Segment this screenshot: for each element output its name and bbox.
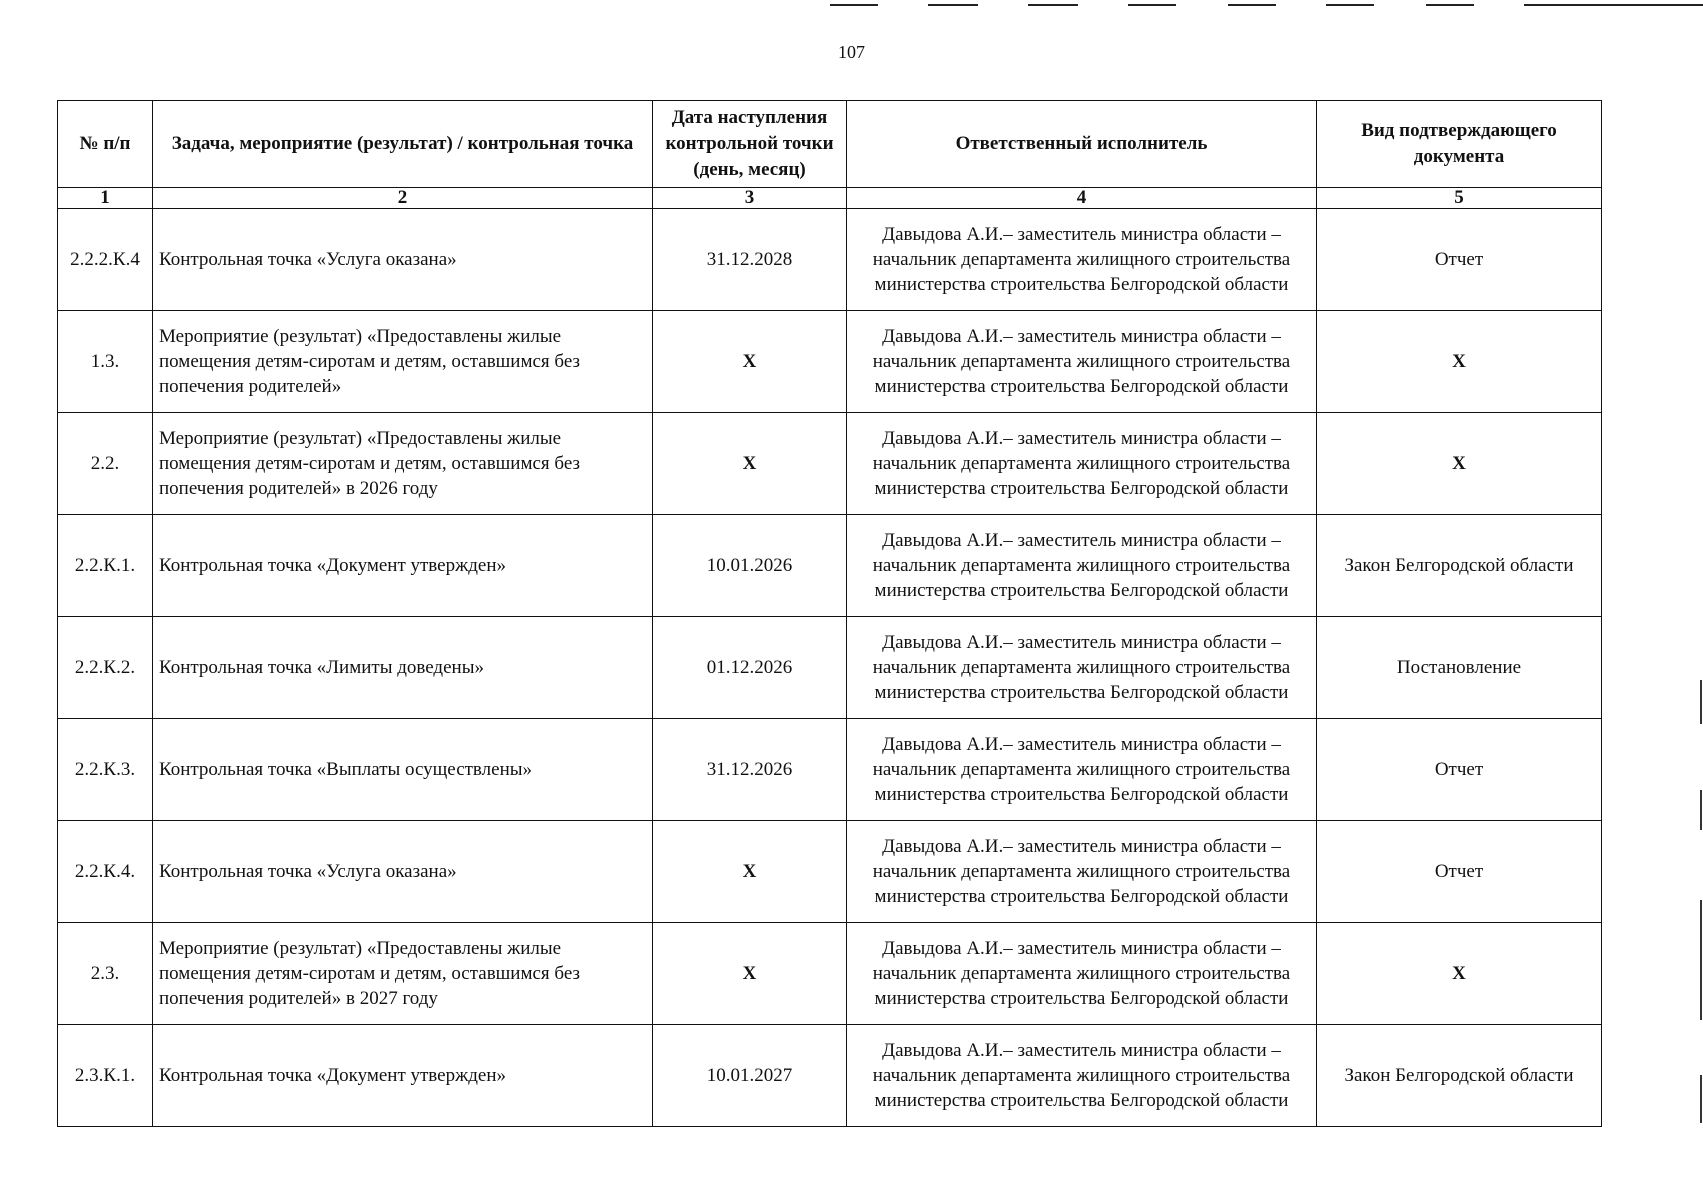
table-row xyxy=(58,311,1602,413)
row-date: X xyxy=(653,923,847,1025)
row-date: X xyxy=(653,821,847,923)
column-number: 4 xyxy=(847,188,1317,209)
row-date: 31.12.2028 xyxy=(653,209,847,311)
row-responsible: Давыдова А.И.– заместитель министра области – начальник департамента жилищного строительства министерства строительства Белгородской области xyxy=(847,821,1317,923)
row-date: X xyxy=(653,413,847,515)
table-row xyxy=(58,209,1602,311)
scan-dash xyxy=(1326,4,1374,6)
row-task: Мероприятие (результат) «Предоставлены жилые помещения детям-сиротам и детям, оставшимся без попечения родителей» в 2026 году xyxy=(153,413,653,515)
row-responsible: Давыдова А.И.– заместитель министра области – начальник департамента жилищного строительства министерства строительства Белгородской области xyxy=(847,413,1317,515)
row-responsible: Давыдова А.И.– заместитель министра области – начальник департамента жилищного строительства министерства строительства Белгородской области xyxy=(847,209,1317,311)
scan-dash xyxy=(1524,4,1703,6)
scan-edge-mark xyxy=(1700,790,1702,830)
row-number: 2.2.К.2. xyxy=(58,617,153,719)
table-row xyxy=(58,515,1602,617)
header-task: Задача, мероприятие (результат) / контрольная точка xyxy=(153,101,653,188)
scan-edge-mark xyxy=(1700,680,1702,724)
row-document: Закон Белгородской области xyxy=(1317,515,1602,617)
table-row xyxy=(58,719,1602,821)
row-number: 2.2.К.1. xyxy=(58,515,153,617)
scan-dash xyxy=(830,4,878,6)
header-document: Вид подтверждающего документа xyxy=(1317,101,1602,188)
row-task: Контрольная точка «Документ утвержден» xyxy=(153,1025,653,1127)
table-header-row xyxy=(58,101,1602,188)
row-date: 10.01.2026 xyxy=(653,515,847,617)
scan-edge-mark xyxy=(1700,900,1702,1020)
row-document: X xyxy=(1317,923,1602,1025)
row-date: 01.12.2026 xyxy=(653,617,847,719)
column-number: 2 xyxy=(153,188,653,209)
row-number: 2.2.К.3. xyxy=(58,719,153,821)
row-task: Контрольная точка «Выплаты осуществлены» xyxy=(153,719,653,821)
row-document: Отчет xyxy=(1317,209,1602,311)
table-row xyxy=(58,1025,1602,1127)
row-task: Контрольная точка «Услуга оказана» xyxy=(153,209,653,311)
row-date: X xyxy=(653,311,847,413)
column-number: 5 xyxy=(1317,188,1602,209)
scan-dash xyxy=(1426,4,1474,6)
row-document: Отчет xyxy=(1317,821,1602,923)
scan-dash xyxy=(928,4,978,6)
row-task: Контрольная точка «Лимиты доведены» xyxy=(153,617,653,719)
page-number: 107 xyxy=(838,42,865,62)
row-number: 2.2.2.К.4 xyxy=(58,209,153,311)
row-number: 2.3. xyxy=(58,923,153,1025)
table-row xyxy=(58,923,1602,1025)
row-responsible: Давыдова А.И.– заместитель министра области – начальник департамента жилищного строительства министерства строительства Белгородской области xyxy=(847,515,1317,617)
header-responsible: Ответственный исполнитель xyxy=(847,101,1317,188)
row-responsible: Давыдова А.И.– заместитель министра области – начальник департамента жилищного строительства министерства строительства Белгородской области xyxy=(847,923,1317,1025)
row-document: X xyxy=(1317,311,1602,413)
row-document: X xyxy=(1317,413,1602,515)
header-date: Дата наступления контрольной точки (день, месяц) xyxy=(653,101,847,188)
scan-dash xyxy=(1128,4,1176,6)
column-number: 3 xyxy=(653,188,847,209)
row-date: 10.01.2027 xyxy=(653,1025,847,1127)
row-task: Контрольная точка «Услуга оказана» xyxy=(153,821,653,923)
row-responsible: Давыдова А.И.– заместитель министра области – начальник департамента жилищного строительства министерства строительства Белгородской области xyxy=(847,1025,1317,1127)
row-number: 2.3.К.1. xyxy=(58,1025,153,1127)
row-task: Контрольная точка «Документ утвержден» xyxy=(153,515,653,617)
row-responsible: Давыдова А.И.– заместитель министра области – начальник департамента жилищного строительства министерства строительства Белгородской области xyxy=(847,311,1317,413)
row-responsible: Давыдова А.И.– заместитель министра области – начальник департамента жилищного строительства министерства строительства Белгородской области xyxy=(847,617,1317,719)
row-document: Отчет xyxy=(1317,719,1602,821)
row-task: Мероприятие (результат) «Предоставлены жилые помещения детям-сиротам и детям, оставшимся без попечения родителей» xyxy=(153,311,653,413)
table-row xyxy=(58,413,1602,515)
scan-dash xyxy=(1228,4,1276,6)
table-row xyxy=(58,617,1602,719)
table-row xyxy=(58,821,1602,923)
scan-dash xyxy=(1028,4,1078,6)
row-task: Мероприятие (результат) «Предоставлены жилые помещения детям-сиротам и детям, оставшимся без попечения родителей» в 2027 году xyxy=(153,923,653,1025)
row-number: 2.2. xyxy=(58,413,153,515)
scan-artifacts xyxy=(0,0,1703,12)
scan-edge-mark xyxy=(1700,1075,1702,1123)
header-num: № п/п xyxy=(58,101,153,188)
row-responsible: Давыдова А.И.– заместитель министра области – начальник департамента жилищного строительства министерства строительства Белгородской области xyxy=(847,719,1317,821)
column-numbers-row xyxy=(58,188,1602,209)
row-number: 1.3. xyxy=(58,311,153,413)
control-points-table xyxy=(57,100,1602,1127)
row-number: 2.2.К.4. xyxy=(58,821,153,923)
row-document: Постановление xyxy=(1317,617,1602,719)
row-document: Закон Белгородской области xyxy=(1317,1025,1602,1127)
column-number: 1 xyxy=(58,188,153,209)
row-date: 31.12.2026 xyxy=(653,719,847,821)
